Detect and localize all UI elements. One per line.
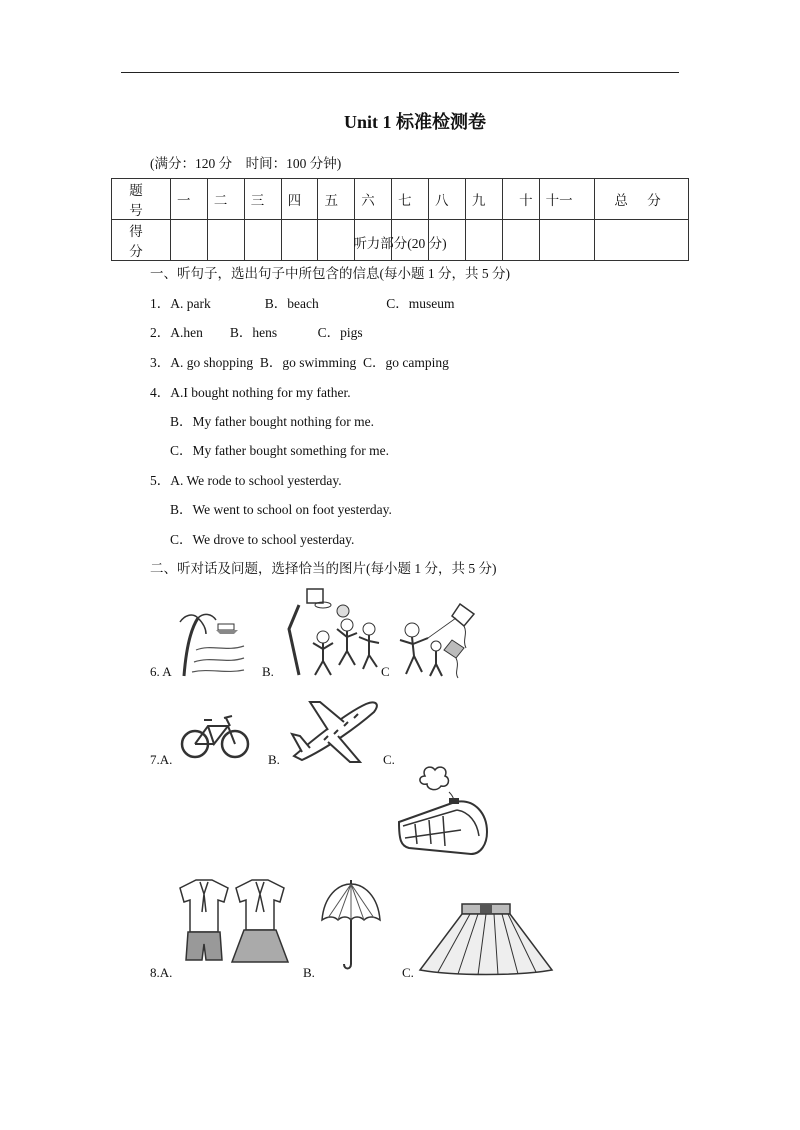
col-4: 四 [281, 179, 318, 220]
q8-label-b: B. [303, 965, 315, 980]
train-icon [395, 764, 491, 858]
col-8: 八 [429, 179, 466, 220]
col-1: 一 [171, 179, 208, 220]
question-1: 1．A. park B．beach C．museum [150, 296, 455, 311]
col-6: 六 [355, 179, 392, 220]
question-3: 3．A. go shopping B．go swimming C．go camping [150, 355, 449, 370]
exam-meta: (满分：120 分 时间：100 分钟) [150, 156, 342, 171]
q8-label-a: 8.A. [150, 965, 173, 980]
airplane-icon [288, 696, 382, 766]
q7-label-b: B. [268, 752, 280, 767]
bicycle-icon [180, 710, 250, 762]
question-4-option-a: 4．A.I bought nothing for my father. [150, 385, 351, 400]
col-9: 九 [465, 179, 502, 220]
row-label-question-number: 题 号 [112, 179, 171, 220]
page-title: Unit 1 标准检测卷 [343, 112, 486, 132]
question-5-option-b: B．We went to school on foot yesterday. [170, 502, 392, 517]
q6-label-a: 6. A [150, 664, 172, 679]
col-7: 七 [392, 179, 429, 220]
col-10: 十 [502, 179, 539, 220]
section1-heading: 一、听句子，选出句子中所包含的信息(每小题 1 分，共 5 分) [150, 266, 510, 281]
uniform-icon [172, 872, 292, 972]
basketball-icon [285, 585, 385, 679]
col-11: 十一 [539, 179, 595, 220]
section2-heading: 二、听对话及问题，选择恰当的图片(每小题 1 分，共 5 分) [150, 561, 497, 576]
header-rule [121, 72, 679, 73]
q8-label-c: C. [402, 965, 414, 980]
col-2: 二 [207, 179, 244, 220]
q6-label-b: B. [262, 664, 274, 679]
q6-label-c: C [381, 664, 390, 679]
question-5-option-a: 5．A. We rode to school yesterday. [150, 473, 342, 488]
beach-icon [176, 610, 246, 678]
listening-header: 听力部分(20 分) [353, 236, 447, 251]
question-4-option-b: B．My father bought nothing for me. [170, 414, 374, 429]
col-5: 五 [318, 179, 355, 220]
row-label-score: 得 分 [112, 220, 171, 261]
q7-label-c: C. [383, 752, 395, 767]
question-2: 2．A.hen B．hens C．pigs [150, 325, 363, 340]
kite-icon [392, 600, 488, 680]
col-total: 总 分 [595, 179, 689, 220]
q7-label-a: 7.A. [150, 752, 173, 767]
umbrella-icon [318, 878, 384, 974]
skirt-icon [418, 900, 554, 976]
question-5-option-c: C．We drove to school yesterday. [170, 532, 355, 547]
question-4-option-c: C．My father bought something for me. [170, 443, 389, 458]
score-table-row-header [112, 179, 689, 220]
col-3: 三 [244, 179, 281, 220]
